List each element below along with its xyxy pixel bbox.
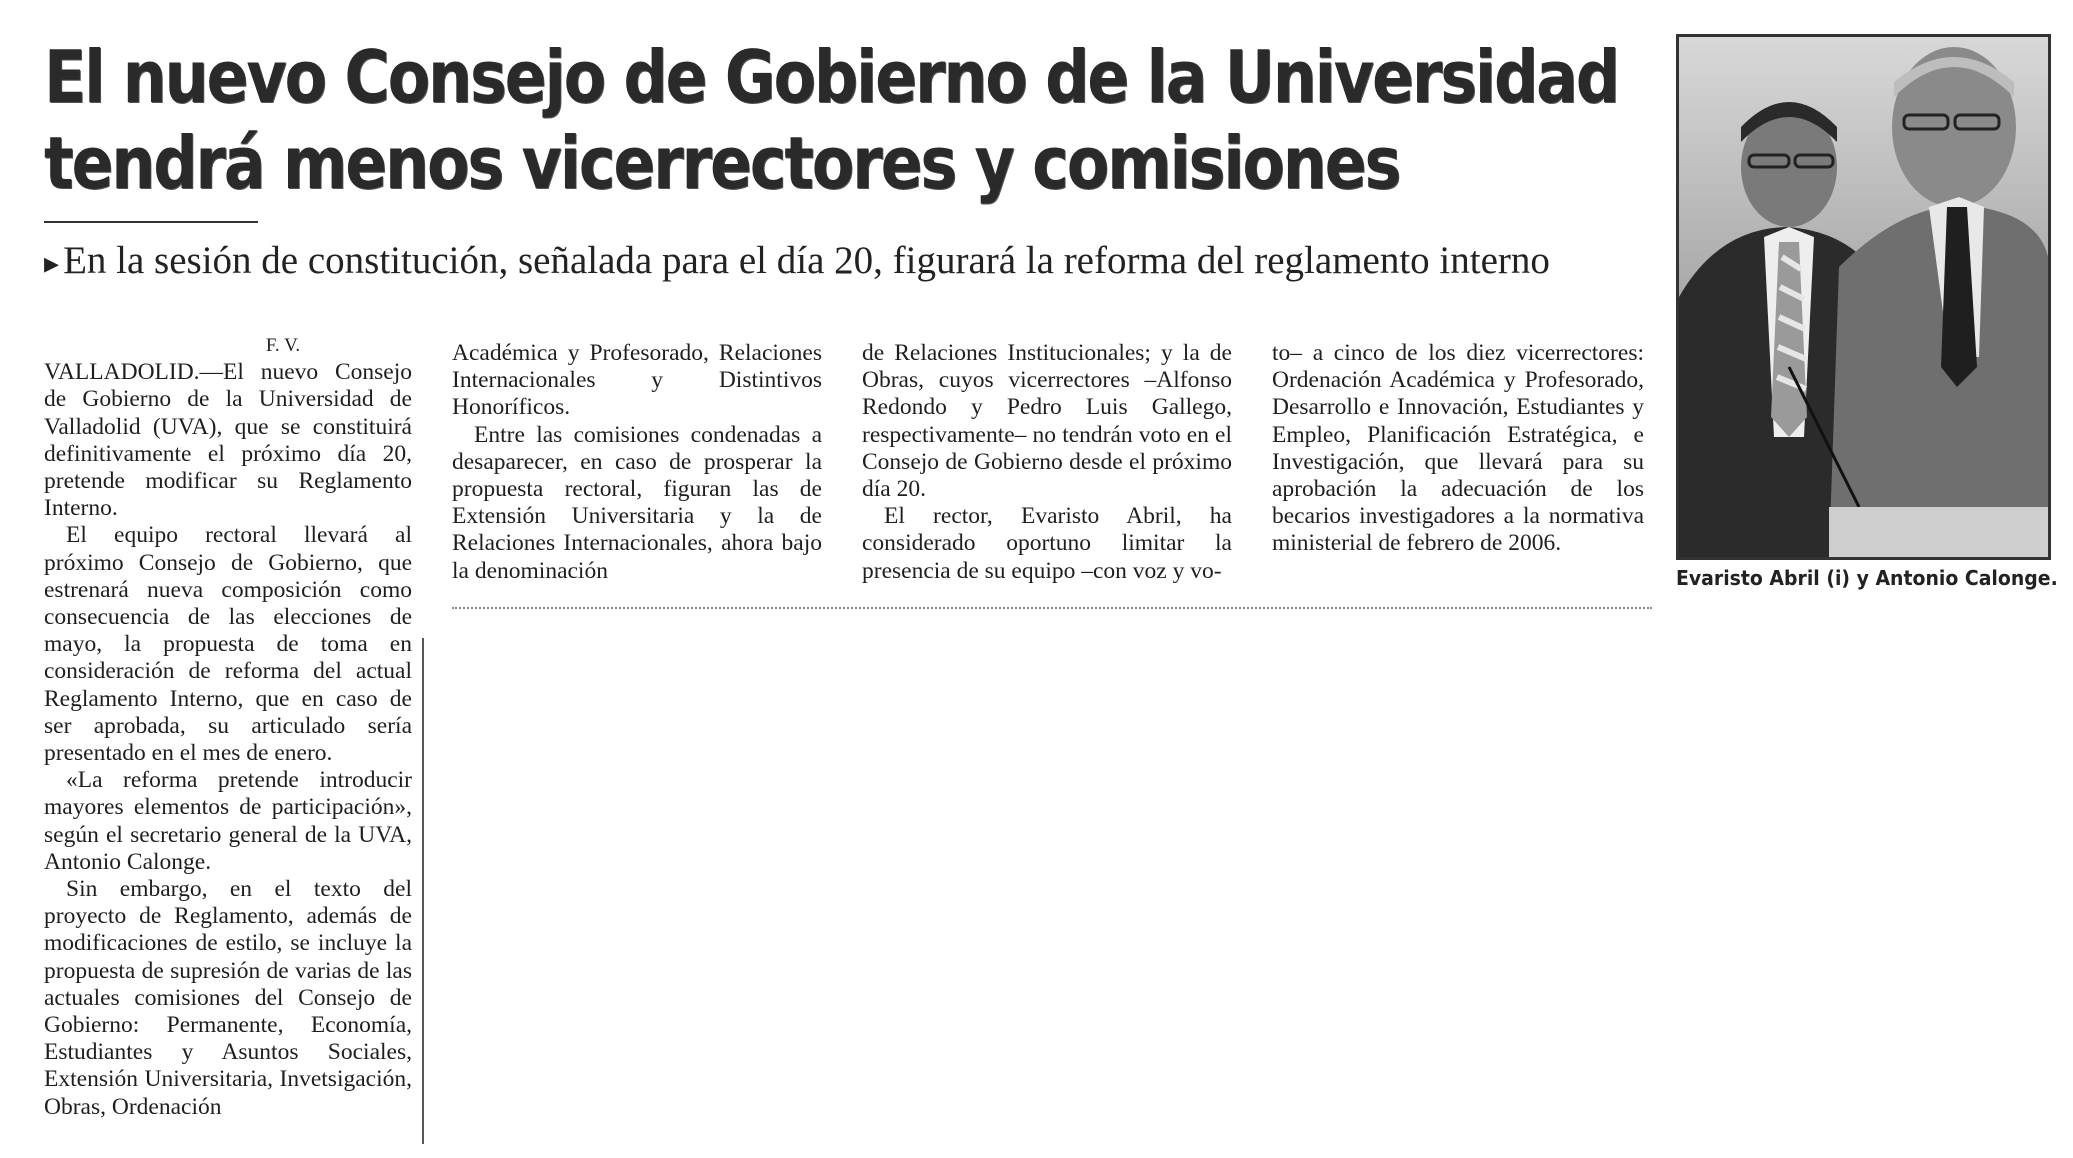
paragraph: to– a cinco de los diez vicerrectores: Ordenación Académica y Profesorado, Desarrollo e Innovación, Estudiantes y Empleo, Planificación Estratégica, e Investigación, que llevará para su aprobación la adecuación de los becarios investigadores a la normativa ministerial de febrero de 2006. (1272, 340, 1644, 557)
paragraph: Entre las comisiones condenadas a desaparecer, en caso de prosperar la propuesta rectoral, figuran las de Extensión Universitaria y la de Relaciones Internacionales, ahora bajo la denominación (452, 421, 822, 584)
section-rule (452, 607, 1652, 609)
photo-illustration (1679, 37, 2048, 557)
paragraph: El rector, Evaristo Abril, ha considerado oportuno limitar la presencia de su equipo –con voz y vo- (862, 503, 1232, 584)
subhead-text: En la sesión de constitución, señalada para el día 20, figurará la reforma del reglamento interno (63, 239, 1550, 282)
news-photo (1676, 34, 2051, 560)
headline-line-2: tendrá menos vicerrectores y comisiones (44, 121, 1400, 205)
article-column-3 (862, 340, 1232, 585)
article-column-2 (452, 340, 822, 585)
paragraph: Académica y Profesorado, Relaciones Internacionales y Distintivos Honoríficos. (452, 340, 822, 421)
subheadline (44, 236, 1644, 289)
paragraph: Sin embargo, en el texto del proyecto de Reglamento, además de modificaciones de estilo, se incluye la propuesta de supresión de varias de las actuales comisiones del Consejo de Gobierno: Permanente, Economía, Estudiantes y Asuntos Sociales, Extensión Universitaria, Invetsigación, Obras, Ordenación (44, 876, 412, 1120)
paragraph: de Relaciones Institucionales; y la de Obras, cuyos vicerrectores –Alfonso Redondo y Pedro Luis Gallego, respectivamente– no tendrán voto en el Consejo de Gobierno desde el próximo día 20. (862, 340, 1232, 503)
headline (44, 34, 1618, 206)
paragraph: VALLADOLID.—El nuevo Consejo de Gobierno de la Universidad de Valladolid (UVA), que se constituirá definitivamente el próximo día 20, pretende modificar su Reglamento Interno. (44, 359, 412, 522)
headline-rule (44, 221, 258, 223)
photo-caption: Evaristo Abril (i) y Antonio Calonge. (1676, 566, 2058, 590)
subhead-arrow-icon: ▸ (44, 246, 60, 281)
paragraph: «La reforma pretende introducir mayores elementos de participación», según el secretario general de la UVA, Antonio Calonge. (44, 767, 412, 875)
headline-line-1: El nuevo Consejo de Gobierno de la Universidad (44, 35, 1618, 119)
column-rule (422, 638, 424, 1144)
byline: F. V. (265, 335, 301, 356)
paragraph: El equipo rectoral llevará al próximo Consejo de Gobierno, que estrenará nueva composición como consecuencia de las elecciones de mayo, la propuesta de toma en consideración de reforma del actual Reglamento Interno, que en caso de ser aprobada, su articulado sería presentado en el mes de enero. (44, 522, 412, 767)
article-column-1 (44, 332, 412, 1121)
article-column-4 (1272, 340, 1644, 558)
